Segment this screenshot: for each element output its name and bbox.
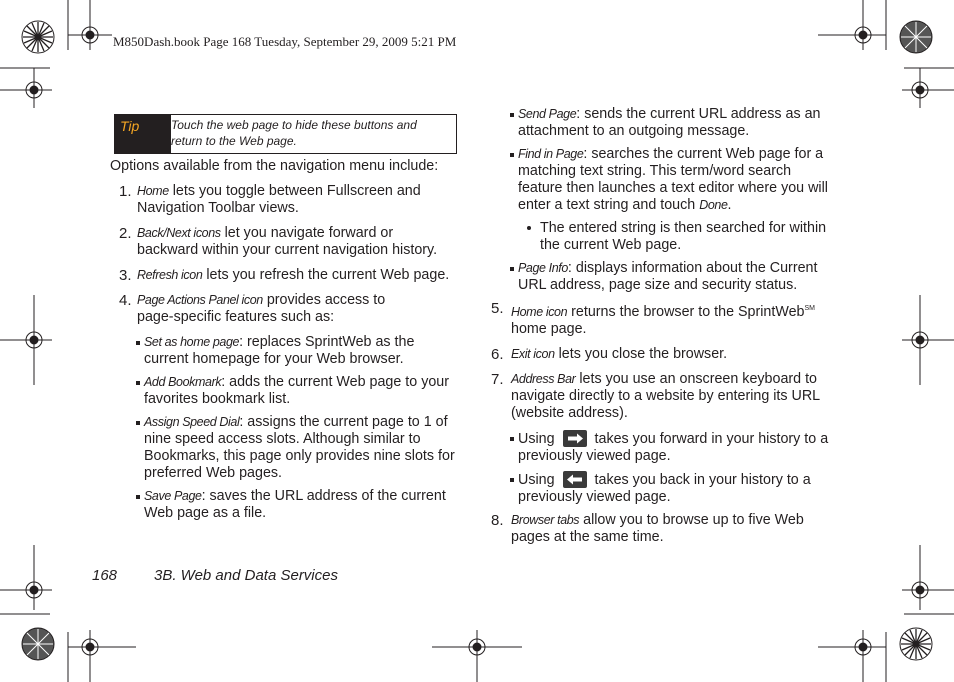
item-term: Address Bar [511, 371, 576, 386]
item-number: 4. [119, 292, 132, 309]
item-term: Page Actions Panel icon [137, 293, 263, 307]
sub-term: Set as home page [144, 335, 240, 349]
bullet-dot-icon [527, 226, 531, 230]
tip-text [171, 115, 456, 153]
list-item-browser-tabs [491, 512, 836, 546]
list-item-back-next [110, 225, 460, 259]
sub-text: : adds the current Web page to your favorites bookmark list. [144, 374, 450, 407]
sub-text: : replaces SprintWeb as the current homepage for your Web browser. [144, 334, 415, 367]
item-term: Refresh icon [137, 268, 203, 282]
print-header: M850Dash.book Page 168 Tuesday, September 29, 2009 5:21 PM [113, 34, 457, 49]
sub-item-find-in-page [491, 146, 836, 214]
item-number: 7. [491, 370, 504, 388]
item-term: Home [137, 184, 169, 198]
bullet-square-icon [136, 421, 140, 425]
sub-term: Find in Page [518, 147, 584, 161]
item-text: provides access to [262, 292, 386, 308]
sub-text-end: . [727, 197, 732, 213]
item-text: home page. [511, 320, 587, 337]
item-text: allow you to browse up to five Web pages at the same time. [511, 511, 804, 545]
item-text: lets you toggle between Fullscreen and [168, 183, 421, 199]
bullet-item-find [491, 220, 836, 254]
service-mark: SM [804, 305, 815, 312]
item-text: let you navigate forward or [220, 225, 394, 241]
item-term: Back/Next icons [137, 226, 221, 240]
tip-text-line: return to the Web page. [171, 134, 297, 148]
arrow-left-icon [563, 471, 587, 488]
sub-text: : assigns the current page to 1 of nine speed access slots. Although similar to Bookmarks, this page only provides nine slots for preferred Web pages. [144, 414, 455, 481]
list-item-home-icon [491, 300, 836, 338]
sub-text: Using [518, 471, 555, 488]
item-term: Exit icon [511, 346, 555, 361]
crosshair-icon [432, 630, 522, 682]
item-number: 2. [119, 225, 132, 242]
bullet-square-icon [510, 113, 514, 117]
crosshair-icon [818, 630, 886, 682]
sub-text: : searches the current Web page for a matching text string. This term/word search feature then launches a text editor where you will enter a text string and touch [518, 146, 828, 213]
list-item-refresh [110, 267, 460, 284]
starburst-target-icon [22, 628, 54, 660]
crosshair-icon [902, 545, 954, 610]
crosshair-icon [902, 295, 954, 385]
sub-term: Assign Speed Dial [144, 415, 240, 429]
intro-text: Options available from the navigation menu include: [110, 158, 439, 174]
right-column [491, 106, 836, 554]
item-text: lets you refresh the current Web page. [202, 267, 450, 283]
sub-item-send-page [491, 106, 836, 140]
sub-term: Add Bookmark [144, 375, 222, 389]
sub-text: Using [518, 430, 555, 447]
crosshair-icon [68, 0, 112, 50]
sub-item-add-bookmark [110, 374, 460, 408]
item-number: 6. [491, 345, 504, 363]
sub-item-speed-dial [110, 414, 460, 482]
sub-item-back [491, 471, 836, 506]
starburst-target-icon [22, 21, 54, 53]
bullet-square-icon [136, 495, 140, 499]
crosshair-icon [902, 68, 954, 108]
crosshair-icon [818, 0, 886, 50]
bullet-square-icon [510, 437, 514, 441]
list-item-home [110, 183, 460, 217]
sub-item-set-home [110, 334, 460, 368]
arrow-right-icon [563, 430, 587, 447]
sub-text: takes you forward in your history to a previously viewed page. [518, 430, 829, 464]
item-text: Navigation Toolbar views. [137, 200, 299, 216]
sub-item-save-page [110, 488, 460, 522]
item-term: Home icon [511, 304, 568, 319]
bullet-square-icon [136, 381, 140, 385]
item-term: Browser tabs [511, 512, 580, 527]
section-title: 3B. Web and Data Services [154, 567, 338, 584]
sub-term: Save Page [144, 489, 202, 503]
bullet-square-icon [510, 267, 514, 271]
item-text: returns the browser to the SprintWeb [567, 303, 805, 320]
item-number: 5. [491, 300, 504, 317]
sub-text: : displays information about the Current URL address, page size and security status. [518, 260, 818, 293]
tip-box [114, 114, 457, 154]
list-item-page-actions [110, 292, 460, 326]
done-term: Done [699, 198, 728, 212]
list-item-address-bar [491, 371, 836, 422]
list-item-exit-icon [491, 346, 836, 363]
item-number: 8. [491, 511, 504, 529]
sub-item-forward [491, 430, 836, 465]
sub-term: Send Page [518, 107, 577, 121]
item-number: 1. [119, 183, 132, 200]
starburst-target-icon [900, 21, 932, 53]
starburst-target-icon [900, 628, 932, 660]
crosshair-icon [0, 545, 52, 610]
bullet-square-icon [136, 341, 140, 345]
bullet-text: The entered string is then searched for within the current Web page. [540, 220, 827, 253]
item-text: lets you close the browser. [554, 345, 728, 362]
sub-text: : saves the URL address of the current Web page as a file. [144, 488, 446, 521]
item-text: backward within your current navigation history. [137, 242, 438, 258]
tip-text-line: Touch the web page to hide these buttons and [171, 118, 417, 132]
crosshair-icon [0, 295, 52, 385]
item-number: 3. [119, 267, 132, 284]
page-number: 168 [92, 567, 118, 584]
tip-label: Tip [115, 115, 173, 153]
bullet-square-icon [510, 153, 514, 157]
sub-term: Page Info [518, 261, 568, 275]
sub-text: takes you back in your history to a previously viewed page. [518, 471, 811, 505]
crosshair-icon [0, 68, 52, 108]
left-column [110, 158, 460, 528]
crosshair-icon [68, 630, 136, 682]
sub-text: : sends the current URL address as an attachment to an outgoing message. [518, 106, 821, 139]
sub-item-page-info [491, 260, 836, 294]
item-text: page-specific features such as: [137, 309, 335, 325]
bullet-square-icon [510, 478, 514, 482]
item-text: lets you use an onscreen keyboard to navigate directly to a website by entering its URL (website address). [511, 370, 820, 421]
